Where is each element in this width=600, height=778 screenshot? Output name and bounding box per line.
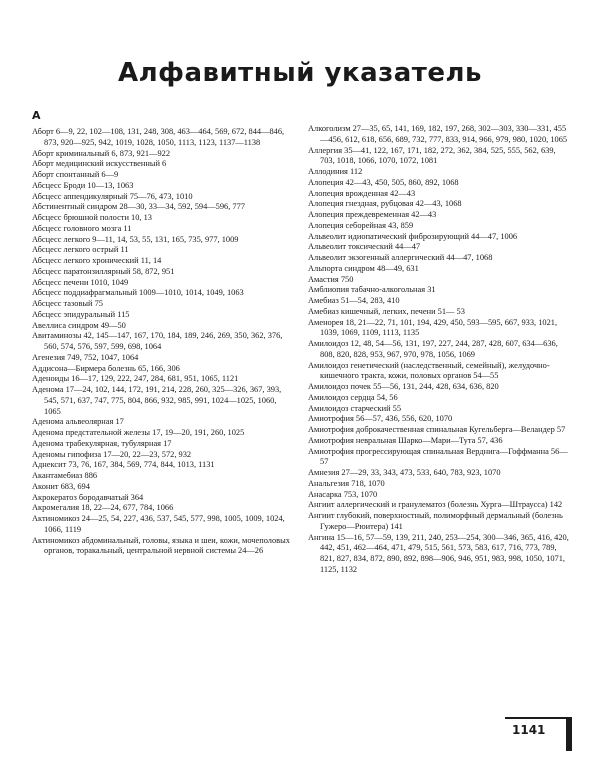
index-entry: Аденома 17—24, 102, 144, 172, 191, 214, 228, 260, 325—326, 367, 393, 545, 571, 637, 747, 775, 804, 866, 932, 985, 991, 1024—1025, 1060, 1065 xyxy=(32,385,282,416)
index-entry: Аборт 6—9, 22, 102—108, 131, 248, 308, 463—464, 569, 672, 844—846, 873, 920—925, 942, 1019, 1028, 1050, 1113, 1123, 1137—1138 xyxy=(32,127,285,147)
index-entry: Аллодиния 112 xyxy=(308,167,363,176)
index-entry: Амнезия 27—29, 33, 343, 473, 533, 640, 783, 923, 1070 xyxy=(308,468,501,477)
index-entry: Актиномикоз 24—25, 54, 227, 436, 537, 545, 577, 998, 1005, 1009, 1024, 1066, 1119 xyxy=(32,514,285,534)
index-entry: Амиотрофия прогрессирующая спинальная Верднига—Гоффманна 56—57 xyxy=(308,446,568,467)
index-entry: Анасарка 753, 1070 xyxy=(308,489,378,499)
index-entry: Аборт спонтанный 6—9 xyxy=(32,170,119,179)
page-number-bar xyxy=(566,717,572,751)
index-entry: Абсцесс Броди 10—13, 1063 xyxy=(32,180,134,190)
index-entry: Абсцесс печени 1010, 1049 xyxy=(32,277,129,287)
index-entry: Ангиит аллергический и гранулематоз (болезнь Хурга—Штраусса) 142 xyxy=(308,500,563,510)
index-entry: Альвеолит идиопатический фиброзирующий 44—47, 1006 xyxy=(308,231,518,241)
index-entry: Амастия 750 xyxy=(308,274,354,284)
index-entry: Алопеция 42—43, 450, 505, 860, 892, 1068 xyxy=(308,177,459,187)
index-entry: Аменорея 18, 21—22, 71, 101, 194, 429, 450, 593—595, 667, 933, 1021, 1039, 1069, 1109, 1113, 1135 xyxy=(308,317,558,338)
index-entry: Аднексит 73, 76, 167, 384, 569, 774, 844, 1013, 1131 xyxy=(32,460,215,470)
index-entry: Амиотрофия доброкачественная спинальная Кугельберга—Веландер 57 xyxy=(308,425,566,434)
index-entry: Аденома предстательной железы 17, 19—20, 191, 260, 1025 xyxy=(32,428,245,437)
page-number-rule xyxy=(505,717,572,719)
index-entry: Абсцесс тазовый 75 xyxy=(32,299,103,308)
right-entries xyxy=(308,124,572,576)
index-entry: Алкоголизм 27—35, 65, 141, 169, 182, 197, 268, 302—303, 330—331, 455—456, 612, 618, 656, 689, 732, 777, 833, 914, 966, 979, 980, 1020, 1065 xyxy=(308,124,568,144)
index-entry: Амиотрофия невральная Шарко—Мари—Тута 57, 436 xyxy=(308,435,503,445)
index-entry: Акрокератоз бородавчатый 364 xyxy=(32,492,144,502)
index-entry: Аборт медицинский искусственный 6 xyxy=(32,159,167,169)
index-entry: Амебиаз 51—54, 283, 410 xyxy=(308,296,400,305)
index-entry: Аборт криминальный 6, 873, 921—922 xyxy=(32,148,171,158)
section-letter: А xyxy=(32,109,41,122)
index-entry: Амилоидоз почек 55—56, 131, 244, 428, 634, 636, 820 xyxy=(308,382,499,391)
index-entry: Авитаминозы 42, 145—147, 167, 170, 184, 189, 246, 269, 350, 362, 376, 560, 574, 576, 597, 599, 698, 1064 xyxy=(32,331,283,351)
index-entry: Аллергия 35—41, 122, 167, 171, 182, 272, 362, 384, 525, 555, 562, 639, 703, 1018, 1066, 1070, 1072, 1081 xyxy=(308,145,556,166)
index-entry: Аконит 683, 694 xyxy=(32,481,90,491)
index-entry: Амблиопия табачно-алкогольная 31 xyxy=(308,285,436,295)
index-entry: Абсцесс головного мозга 11 xyxy=(32,223,132,233)
index-entry: Акромегалия 18, 22—24, 677, 784, 1066 xyxy=(32,503,174,513)
index-entry: Амилоидоз 12, 48, 54—56, 131, 197, 227, 244, 287, 428, 607, 634—636, 808, 820, 828, 953, 967, 970, 978, 1056, 1069 xyxy=(308,339,558,359)
index-entry: Абсцесс паратонзиллярный 58, 872, 951 xyxy=(32,266,175,276)
index-entry: Альвеолит токсический 44—47 xyxy=(308,242,421,252)
index-entry: Аденомы гипофиза 17—20, 22—23, 572, 932 xyxy=(32,449,192,459)
index-entry: Абсцесс аппендикулярный 75—76, 473, 1010 xyxy=(32,191,193,201)
index-entry: Абсцесс легкого 9—11, 14, 53, 55, 131, 165, 735, 977, 1009 xyxy=(32,234,239,244)
index-entry: Авеллиса синдром 49—50 xyxy=(32,320,126,330)
index-entry: Амилоидоз генетический (наследственный, семейный), желудочно-кишечного тракта, кожи, половых органов 54—55 xyxy=(308,360,550,381)
index-entry: Анальгезия 718, 1070 xyxy=(308,478,385,488)
index-entry: Абсцесс легкого хронический 11, 14 xyxy=(32,256,162,265)
index-entry: Амилоидоз сердца 54, 56 xyxy=(308,392,398,402)
page-number: 1141 xyxy=(512,723,546,737)
index-entry: Амилоидоз старческий 55 xyxy=(308,403,402,413)
index-entry: Абсцесс эпидуральный 115 xyxy=(32,309,130,319)
index-entry: Аддисона—Бирмера болезнь 65, 166, 306 xyxy=(32,363,180,373)
index-entry: Абсцесс поддиафрагмальный 1009—1010, 1014, 1049, 1063 xyxy=(32,288,244,298)
index-entry: Альвеолит экзогенный аллергический 44—47, 1068 xyxy=(308,253,493,262)
index-entry: Алопеция себорейная 43, 859 xyxy=(308,220,414,230)
index-column-left xyxy=(32,109,294,557)
index-entry: Альпорта синдром 48—49, 631 xyxy=(308,263,419,273)
index-entry: Аденома альвеолярная 17 xyxy=(32,417,124,427)
index-entry: Аденоиды 16—17, 129, 222, 247, 284, 681, 951, 1065, 1121 xyxy=(32,374,239,384)
index-entry: Ангиит глубокий, поверхностный, полиморфный дермальный (болезнь Гужеро—Рюитера) 141 xyxy=(308,511,563,531)
index-entry: Абстинентный синдром 28—30, 33—34, 592, 594—596, 777 xyxy=(32,202,245,212)
index-entry: Абсцесс легкого острый 11 xyxy=(32,245,129,255)
index-entry: Ангина 15—16, 57—59, 139, 211, 240, 253—254, 300—346, 365, 416, 420, 442, 451, 462—464, 471, 479, 515, 561, 573, 583, 617, 716, 773, 789, 821, 827, 834, 872, 890, 892, 898—906, 946, 951, 983, 998, 1050, 1071, 1125, 1132 xyxy=(308,532,569,574)
page-title: Алфавитный указатель xyxy=(118,58,482,88)
index-entry: Алопеция гнездная, рубцовая 42—43, 1068 xyxy=(308,199,462,209)
index-entry: Актиномикоз абдоминальный, головы, языка и шеи, кожи, мочеполовых органов, торакальный, центральной нервной системы 24—26 xyxy=(32,535,290,556)
index-column-right xyxy=(308,124,572,576)
index-entry: Акантамебиаз 886 xyxy=(32,471,98,480)
index-entry: Агенезия 749, 752, 1047, 1064 xyxy=(32,352,139,362)
index-entry: Алопеция преждевременная 42—43 xyxy=(308,210,437,219)
index-entry: Амиотрофия 56—57, 436, 556, 620, 1070 xyxy=(308,414,453,424)
index-entry: Амебиаз кишечный, легких, печени 51— 53 xyxy=(308,306,465,316)
index-entry: Аденома трабекулярная, тубулярная 17 xyxy=(32,438,172,448)
index-entry: Абсцесс брюшной полости 10, 13 xyxy=(32,213,152,222)
index-entry: Алопеция врожденная 42—43 xyxy=(308,188,416,198)
left-entries xyxy=(32,127,294,557)
